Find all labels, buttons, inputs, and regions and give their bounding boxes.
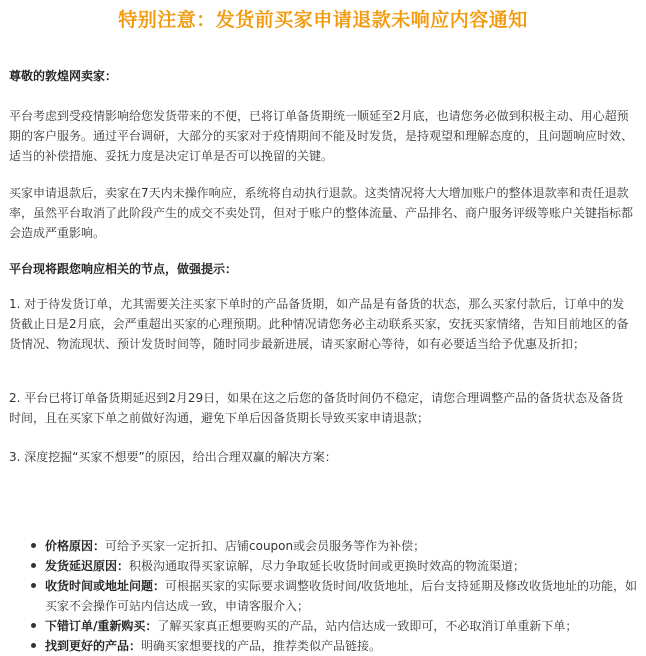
list-item-text: 明确买家想要找的产品，推荐类似产品链接。	[141, 639, 382, 653]
list-item-key: 发货延迟原因：	[45, 559, 130, 573]
paragraph-refund: 买家申请退款后，卖家在7天内未操作响应，系统将自动执行退款。这类情况将大大增加账户的整体退款率和责任退款率，虽然平台取消了此阶段产生的成交不卖处罚，但对于账户的整体流量、产品排名、商户服务评级等账户关键指标都会造成严重影响。	[9, 186, 634, 240]
list-item-text: 可根据买家的实际要求调整收货时间/收货地址，后台支持延期及修改收货地址的功能，如买家不会操作可站内信达成一致，申请客服介入；	[45, 579, 638, 613]
tip-2: 2. 平台已将订单备货期延迟到2月29日，如果在这之后您的备货时间仍不稳定，请您合理调整产品的备货状态及备货时间，且在买家下单之前做好沟通，避免下单后因备货期长导致买家申请退款；	[9, 391, 624, 425]
list-item	[9, 576, 639, 616]
bullet-icon	[31, 643, 36, 648]
list-item-key: 下错订单/重新购买：	[45, 619, 158, 633]
tip-3: 3. 深度挖掘“买家不想要”的原因，给出合理双赢的解决方案：	[9, 450, 337, 464]
list-item-text: 可给予买家一定折扣、店铺coupon或会员服务等作为补偿；	[105, 539, 426, 553]
list-item-key: 收货时间或地址问题：	[45, 579, 166, 593]
bullet-icon	[31, 563, 36, 568]
bullet-icon	[31, 623, 36, 628]
list-item	[9, 556, 639, 576]
list-item	[9, 636, 639, 656]
list-item	[9, 536, 639, 556]
page-title: 特别注意：发货前买家申请退款未响应内容通知	[118, 9, 528, 31]
greeting: 尊敬的敦煌网卖家：	[9, 69, 118, 83]
list-item-text: 了解买家真正想要购买的产品，站内信达成一致即可，不必取消订单重新下单；	[157, 619, 578, 633]
section-heading: 平台现将跟您响应相关的节点，做强提示：	[9, 262, 238, 276]
list-item-key: 价格原因：	[45, 539, 106, 553]
tip-1: 1. 对于待发货订单，尤其需要关注买家下单时的产品备货期，如产品是有备货的状态，那么买家付款后，订单中的发货截止日是2月底，会严重超出买家的心理预期。此种情况请您务必主动联系买家，安抚买家情绪，告知目前地区的备货情况、物流现状、预计发货时间等，随时同步最新进展，请买家耐心等待，如有必要适当给予优惠及折扣；	[9, 297, 629, 351]
list-item	[9, 616, 639, 636]
list-item-key: 找到更好的产品：	[45, 639, 142, 653]
paragraph-intro: 平台考虑到受疫情影响给您发货带来的不便，已将订单备货期统一顺延至2月底，也请您务必做到积极主动、用心超预期的客户服务。通过平台调研，大部分的买家对于疫情期间不能及时发货，是持观望和理解态度的，且问题响应时效、适当的补偿措施、妥抚力度是决定订单是否可以挽留的关键。	[9, 109, 634, 163]
solution-list	[9, 536, 639, 656]
bullet-icon	[31, 543, 36, 548]
bullet-icon	[31, 583, 36, 588]
list-item-text: 积极沟通取得买家谅解，尽力争取延长收货时间或更换时效高的物流渠道；	[129, 559, 526, 573]
